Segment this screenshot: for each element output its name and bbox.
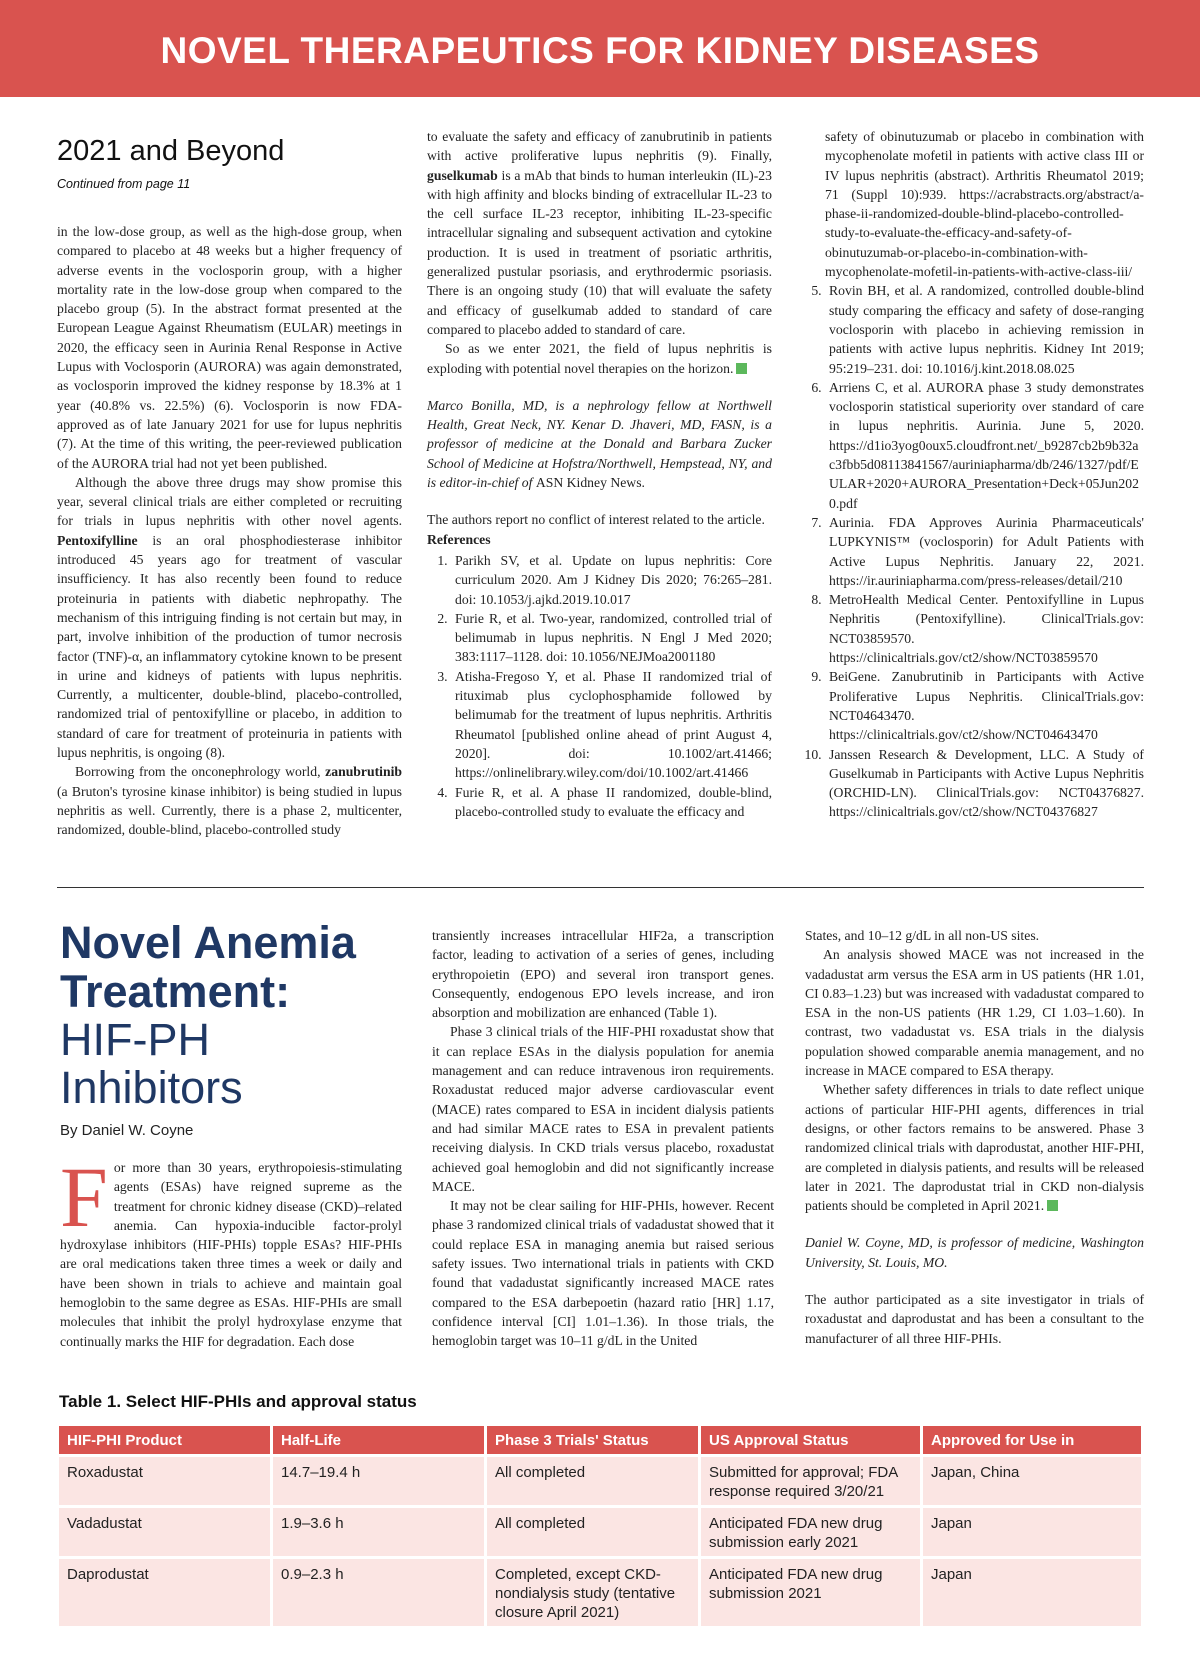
article2-column-1 xyxy=(60,1149,402,1351)
article2-column-3 xyxy=(805,926,1144,1348)
article2-column-2 xyxy=(432,926,774,1351)
table-cell: Japan xyxy=(923,1505,1141,1556)
paragraph: Whether safety differences in trials to date reflect unique actions of particular HIF-PHI agents, differences in trial designs, or other factors remains to be answered. Phase 3 randomized clinical trials with daprodustat, another HIF-PHI, are completed in dialysis patients, and results will be released later in 2021. The daprodustat trial in CKD non-dialysis patients should be completed in April 2021. xyxy=(805,1082,1144,1214)
article1-column-2 xyxy=(427,127,772,821)
end-mark-icon xyxy=(736,363,747,374)
section-divider xyxy=(57,887,1144,888)
table-cell: Vadadustat xyxy=(59,1505,273,1556)
reference-item: 10. Janssen Research & Development, LLC. A Study of Guselkumab in Participants with Active Lupus Nephritis (ORCHID-LN). ClinicalTrials.gov: NCT04376827. https://clinicaltrials.gov/ct2/show/NCT04376827 xyxy=(825,745,1144,822)
table-cell: Japan, China xyxy=(923,1454,1141,1505)
table-cell: All completed xyxy=(487,1454,701,1505)
paragraph: Phase 3 clinical trials of the HIF-PHI roxadustat show that it can replace ESAs in the dialysis population for anemia management and can reduce intravenous iron requirements. Roxadustat reduced major adverse cardiovascular event (MACE) rates compared to ESA in incident dialysis patients and had similar MACE rates to ESA in prevalent patients receiving dialysis. In CKD trials versus placebo, roxadustat achieved goal hemoglobin and did not significantly increase MACE. xyxy=(432,1024,774,1194)
reference-item: 6. Arriens C, et al. AURORA phase 3 study demonstrates voclosporin statistical superiority over standard of care in lupus nephritis. Aurinia. June 5, 2020. https://d1io3yog0oux5.cloudfront.net/_b9287cb2b9b32ac3fbb5d08113841567/auriniapharma/db/246/1327/pdf/EULAR+2020+AURORA_Presentation+Deck+05Jun2020.pdf xyxy=(825,378,1144,513)
continued-note: Continued from page 11 xyxy=(57,177,191,191)
author-bio: Marco Bonilla, MD, is a nephrology fellow at Northwell Health, Great Neck, NY. Kenar D. Jhaveri, MD, FASN, is a professor of medicine at the Donald and Barbara Zucker School of Medicine at Hofstra/Northwell, Hempstead, NY, and is editor-in-chief of ASN Kidney News. xyxy=(427,397,772,491)
hif-phi-table xyxy=(59,1426,1141,1626)
references-heading: References xyxy=(427,531,491,547)
paragraph: in the low-dose group, as well as the high-dose group, when compared to placebo at 48 weeks but a higher frequency of adverse events in the voclosporin group, with a higher mortality rate in the low-dose group when compared to the placebo group (5). In the abstract format presented at the European League Against Rheumatism (EULAR) meetings in 2020, the efficacy seen in Aurinia Renal Response in Active Lupus with Voclosporin (AURORA) was again demonstrated, as voclosporin improved the kidney response by 18.3% at 1 year (40.8% vs. 22.5%) (6). Voclosporin is now FDA-approved as of late January 2021 for use for lupus nephritis (7). At the time of this writing, the peer-reviewed publication of the AURORA trial had not yet been published. xyxy=(57,224,402,471)
column-header: Phase 3 Trials' Status xyxy=(487,1426,701,1454)
article1-column-3 xyxy=(797,127,1144,822)
end-mark-icon xyxy=(1047,1200,1058,1211)
paragraph: For more than 30 years, erythropoiesis-stimulating agents (ESAs) have reigned supreme as the treatment for chronic kidney disease (CKD)–related anemia. Can hypoxia-inducible factor-prolyl hydroxylase inhibitors (HIF-PHIs) topple ESAs? HIF-PHIs are oral medications taken three times a week or daily and have been shown in trials to achieve and maintain goal hemoglobin to the same degree as ESAs. HIF-PHIs are small molecules that inhibit the prolyl hydroxylase enzyme that continually marks the HIF for degradation. Each dose xyxy=(60,1149,402,1349)
column-header: US Approval Status xyxy=(701,1426,923,1454)
references-list xyxy=(797,281,1144,821)
article2-title: Novel Anemia Treatment: HIF-PH Inhibitors xyxy=(60,917,356,1113)
paragraph: Borrowing from the onconephrology world, zanubrutinib (a Bruton's tyrosine kinase inhibitor) is being studied in lupus nephritis as well. Currently, there is a phase 2, multicenter, randomized, double-blind, placebo-controlled study xyxy=(57,764,402,838)
banner xyxy=(0,0,1200,97)
reference-item: 9. BeiGene. Zanubrutinib in Participants with Active Proliferative Lupus Nephritis. ClinicalTrials.gov: NCT04643470. https://clinicaltrials.gov/ct2/show/NCT04643470 xyxy=(825,667,1144,744)
paragraph: It may not be clear sailing for HIF-PHIs, however. Recent phase 3 randomized clinical trials of vadadustat showed that it could replace ESA in managing anemia but raised serious safety issues. Two international trials in patients with CKD found that vadadustat significantly increased MACE rates compared to the ESA darbepoetin (hazard ratio [HR] 1.17, confidence interval [CI] 1.01–1.36). In those trials, the hemoglobin target was 10–11 g/dL in the United xyxy=(432,1198,774,1349)
table-cell: Anticipated FDA new drug submission early 2021 xyxy=(701,1505,923,1556)
disclosure: The authors report no conflict of interest related to the article. xyxy=(427,512,765,528)
reference-item: 8. MetroHealth Medical Center. Pentoxifylline in Lupus Nephritis (Pentoxifylline). ClinicalTrials.gov: NCT03859570. https://clinicaltrials.gov/ct2/show/NCT03859570 xyxy=(825,590,1144,667)
column-header: Approved for Use in xyxy=(923,1426,1141,1454)
drop-cap: F xyxy=(60,1149,108,1245)
table-cell: 1.9–3.6 h xyxy=(273,1505,487,1556)
table-row xyxy=(59,1505,1141,1556)
reference-item: 2. Furie R, et al. Two-year, randomized, controlled trial of belimumab in lupus nephritis. N Engl J Med 2020; 383:1117–1128. doi: 10.1056/NEJMoa2001180 xyxy=(451,609,772,667)
section-title: 2021 and Beyond xyxy=(57,135,285,167)
table-cell: Completed, except CKD-nondialysis study (tentative closure April 2021) xyxy=(487,1556,701,1626)
table-row xyxy=(59,1556,1141,1626)
paragraph: transiently increases intracellular HIF2a, a transcription factor, leading to activation of a series of genes, including erythropoietin (EPO) and several iron transport genes. Consequently, endogenous EPO levels increase, and iron absorption and mobilization are enhanced (Table 1). xyxy=(432,928,774,1021)
column-header: HIF-PHI Product xyxy=(59,1426,273,1454)
reference-item: 3. Atisha-Fregoso Y, et al. Phase II randomized trial of rituximab plus cyclophosphamide followed by belimumab for the treatment of lupus nephritis. Arthritis Rheumatol [published online ahead of print August 4, 2020]. doi: 10.1002/art.41466; https://onlinelibrary.wiley.com/doi/10.1002/art.41466 xyxy=(451,667,772,783)
table-cell: Daprodustat xyxy=(59,1556,273,1626)
paragraph: Although the above three drugs may show promise this year, several clinical trials are either completed or recruiting for trials in lupus nephritis with other novel agents. Pentoxifylline is an oral phosphodiesterase inhibitor introduced 45 years ago for treatment of vascular insufficiency. It has also recently been found to reduce proteinuria in patients with diabetic nephropathy. The mechanism of this intriguing finding is not certain but may, in part, involve inhibition of the production of tumor necrosis factor (TNF)-α, an inflammatory cytokine known to be present in urine and kidneys of patients with lupus nephritis. Currently, a multicenter, double-blind, placebo-controlled, randomized trial of pentoxifylline or placebo, in addition to standard of care for treatment of proteinuria in patients with lupus nephritis, is ongoing (8). xyxy=(57,474,402,761)
table-cell: 0.9–2.3 h xyxy=(273,1556,487,1626)
table-cell: Anticipated FDA new drug submission 2021 xyxy=(701,1556,923,1626)
table-cell: Japan xyxy=(923,1556,1141,1626)
table-cell: Submitted for approval; FDA response required 3/20/21 xyxy=(701,1454,923,1505)
reference-item: 4. Furie R, et al. A phase II randomized, double-blind, placebo-controlled study to evaluate the efficacy and xyxy=(451,783,772,822)
column-header: Half-Life xyxy=(273,1426,487,1454)
article1-column-1 xyxy=(57,222,402,840)
paragraph: So as we enter 2021, the field of lupus nephritis is exploding with potential novel therapies on the horizon. xyxy=(427,341,772,376)
paragraph: to evaluate the safety and efficacy of zanubrutinib in patients with active proliferative lupus nephritis (9). Finally, guselkumab is a mAb that binds to human interleukin (IL)-23 with high affinity and blocks binding of extracellular IL-23 to the cell surface IL-23 receptor, inhibiting IL-23-specific intracellular signaling and subsequent activation and cytokine production. It is used in treatment of psoriatic arthritis, generalized pustular psoriasis, and erythrodermic psoriasis. There is an ongoing study (10) that will evaluate the safety and efficacy of guselkumab added to standard of care compared to placebo added to standard of care. xyxy=(427,129,772,337)
author-bio: Daniel W. Coyne, MD, is professor of medicine, Washington University, St. Louis, MO. xyxy=(805,1235,1144,1270)
table-cell: 14.7–19.4 h xyxy=(273,1454,487,1505)
table-cell: Roxadustat xyxy=(59,1454,273,1505)
paragraph: An analysis showed MACE was not increased in the vadadustat arm versus the ESA arm in US patients (HR 1.01, CI 0.83–1.23) but was increased with vadadustat compared to ESA in the non-US patients (HR 1.29, CI 1.03–1.60). In contrast, two vadadustat vs. ESA trials in the dialysis population showed comparable anemia management, and no increase in MACE compared to ESA therapy. xyxy=(805,947,1144,1079)
byline: By Daniel W. Coyne xyxy=(60,1122,194,1139)
references-list xyxy=(427,551,772,821)
table-header-row xyxy=(59,1426,1141,1454)
banner-title: NOVEL THERAPEUTICS FOR KIDNEY DISEASES xyxy=(160,30,1040,71)
table-cell: All completed xyxy=(487,1505,701,1556)
reference-continued: safety of obinutuzumab or placebo in combination with mycophenolate mofetil in patients with active class III or IV lupus nephritis (abstract). Arthritis Rheumatol 2019; 71 (Suppl 10):939. https://acrabstracts.org/abstract/a-phase-ii-randomized-double-blind-placebo-controlled-study-to-evaluate-the-efficacy-and-safety-of-obinutuzumab-or-placebo-in-combination-with-mycophenolate-mofetil-in-patients-with-active-class-iii/ xyxy=(825,129,1144,280)
disclosure: The author participated as a site investigator in trials of roxadustat and daprodustat and has been a consultant to the manufacturer of all three HIF-PHIs. xyxy=(805,1292,1144,1346)
table-title: Table 1. Select HIF-PHIs and approval status xyxy=(59,1392,417,1411)
reference-item: 1. Parikh SV, et al. Update on lupus nephritis: Core curriculum 2020. Am J Kidney Dis 2020; 76:265–281. doi: 10.1053/j.ajkd.2019.10.017 xyxy=(451,551,772,609)
table-row xyxy=(59,1454,1141,1505)
reference-item: 7. Aurinia. FDA Approves Aurinia Pharmaceuticals' LUPKYNIS™ (voclosporin) for Adult Patients with Active Lupus Nephritis. January 22, 2021. https://ir.auriniapharma.com/press-releases/detail/210 xyxy=(825,513,1144,590)
paragraph: States, and 10–12 g/dL in all non-US sites. xyxy=(805,928,1040,943)
reference-item: 5. Rovin BH, et al. A randomized, controlled double-blind study comparing the efficacy and safety of dose-ranging voclosporin with placebo in achieving remission in patients with active lupus nephritis. Kidney Int 2019; 95:219–231. doi: 10.1016/j.kint.2018.08.025 xyxy=(825,281,1144,377)
